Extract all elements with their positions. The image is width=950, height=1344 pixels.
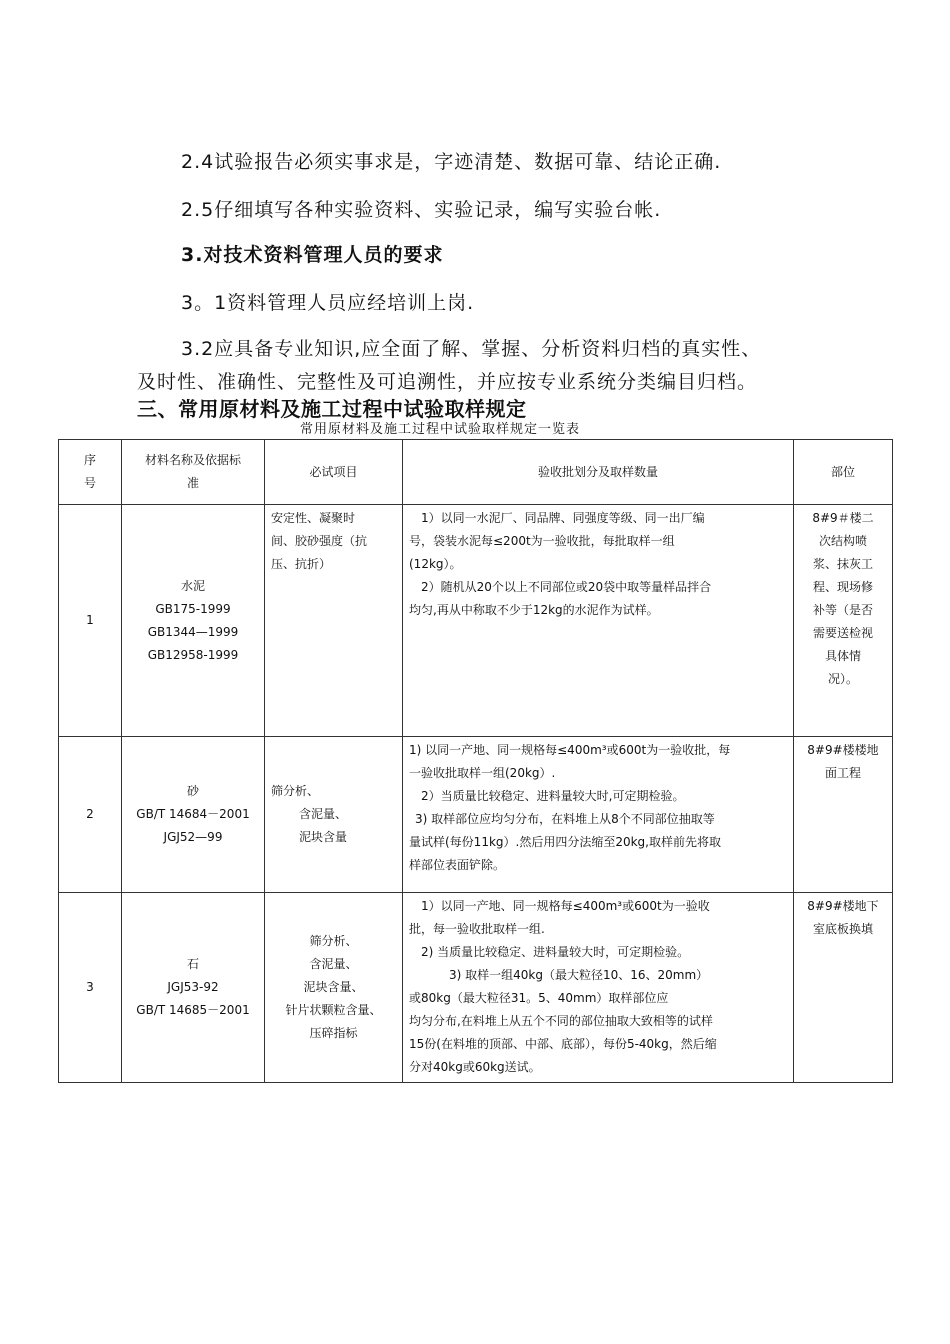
header-material: 材料名称及依据标 准 — [122, 440, 265, 505]
table-caption: 常用原材料及施工过程中试验取样规定一览表 — [300, 422, 581, 437]
row-tests: 筛分析、 含泥量、 泥块含量、 针片状颗粒含量、 压碎指标 — [265, 893, 403, 1083]
row-location: 8#9＃楼二 次结构喷 浆、抹灰工 程、现场修 补等（是否 需要送检视 具体情 况）。 — [794, 505, 893, 737]
row-sampling: 1）以同一产地、同一规格每≤400m³或600t为一验收 批，每一验收批取样一组. 2) 当质量比较稳定、进料量较大时，可定期检验。 3) 取样一组40kg（最大粒径10、16、20mm） 或80kg（最大粒径31。5、40mm）取样部位应 均匀分布,在料堆上从五个不同的部位抽取大致相等的试样 15份(在料堆的顶部、中部、底部），每份5-40kg，然后缩 分对40kg或60kg送试。 — [403, 893, 794, 1083]
header-seq: 序 号 — [59, 440, 122, 505]
table-row — [59, 737, 893, 893]
row-seq: 2 — [59, 737, 122, 893]
row-material: 石 JGJ53-92 GB/T 14685－2001 — [122, 893, 265, 1083]
row-seq: 1 — [59, 505, 122, 737]
table-row — [59, 505, 893, 737]
paragraph: 3.2应具备专业知识,应全面了解、掌握、分析资料归档的真实性、 — [181, 338, 762, 360]
row-material: 砂 GB/T 14684－2001 JGJ52—99 — [122, 737, 265, 893]
sampling-table — [58, 439, 893, 1083]
header-tests: 必试项目 — [265, 440, 403, 505]
row-tests: 安定性、凝聚时 间、胶砂强度（抗 压、抗折） — [265, 505, 403, 737]
paragraph: 3。1资料管理人员应经培训上岗. — [181, 292, 475, 314]
row-seq: 3 — [59, 893, 122, 1083]
paragraph: 及时性、准确性、完整性及可追溯性，并应按专业系统分类编目归档。 — [137, 371, 758, 393]
header-sampling: 验收批划分及取样数量 — [403, 440, 794, 505]
row-location: 8#9#楼地下 室底板换填 — [794, 893, 893, 1083]
row-sampling: 1) 以同一产地、同一规格每≤400m³或600t为一验收批，每 一验收批取样一组(20kg）. 2）当质量比较稳定、进料量较大时,可定期检验。 3) 取样部位应均匀分布，在料堆上从8个不同部位抽取等 量试样(每份11kg）.然后用四分法缩至20kg,取样前先将取 样部位表面铲除。 — [403, 737, 794, 893]
subheading: 3.对技术资料管理人员的要求 — [181, 244, 444, 266]
row-sampling: 1）以同一水泥厂、同品牌、同强度等级、同一出厂编 号，袋装水泥每≤200t为一验收批，每批取样一组 (12kg）。 2）随机从20个以上不同部位或20袋中取等量样品拌合 均匀,再从中称取不少于12kg的水泥作为试样。 — [403, 505, 794, 737]
header-location: 部位 — [794, 440, 893, 505]
paragraph: 2.5仔细填写各种实验资料、实验记录，编写实验台帐. — [181, 199, 662, 221]
row-location: 8#9#楼楼地 面工程 — [794, 737, 893, 893]
table-header-row — [59, 440, 893, 505]
section-title: 三、常用原材料及施工过程中试验取样规定 — [137, 397, 527, 421]
table-row — [59, 893, 893, 1083]
paragraph: 2.4试验报告必须实事求是，字迹清楚、数据可靠、结论正确. — [181, 151, 722, 173]
row-tests: 筛分析、 含泥量、 泥块含量 — [265, 737, 403, 893]
row-material: 水泥 GB175-1999 GB1344—1999 GB12958-1999 — [122, 505, 265, 737]
